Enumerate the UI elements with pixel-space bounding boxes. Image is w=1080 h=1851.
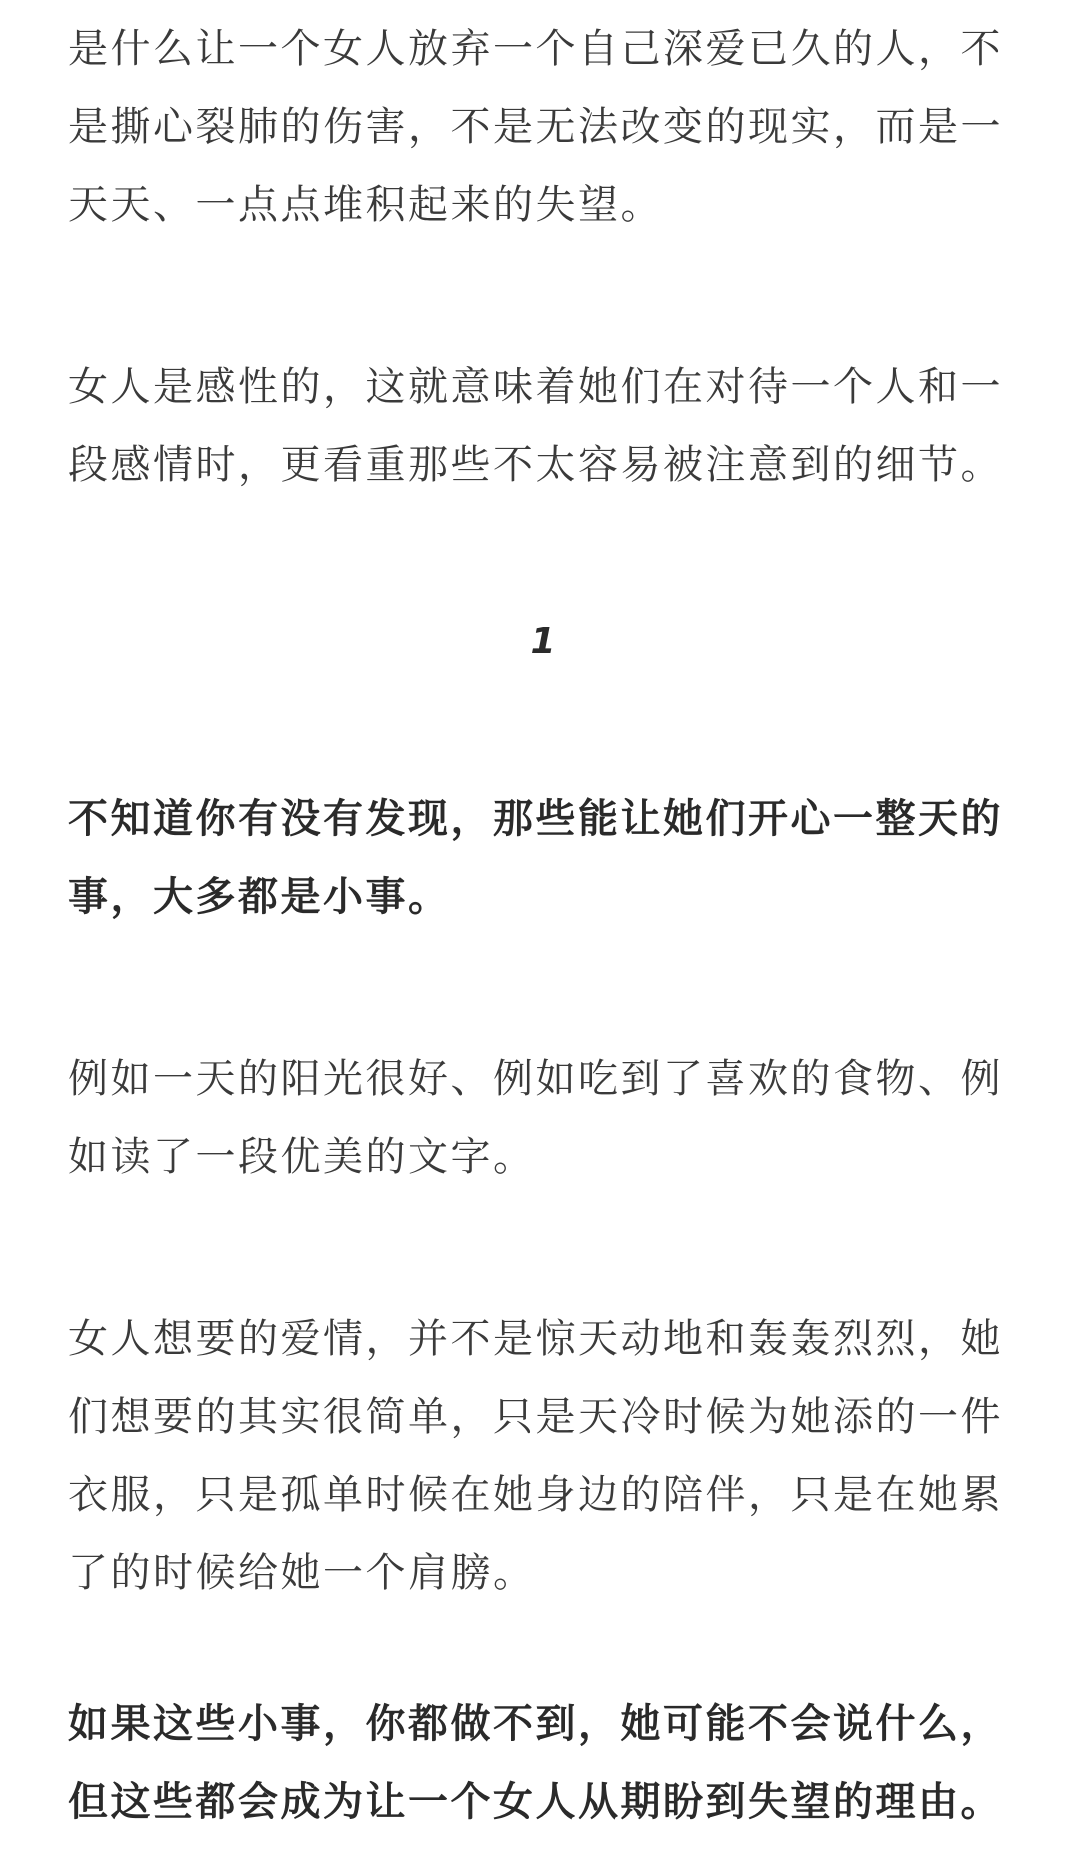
- paragraph-intro: [68, 10, 1003, 244]
- text-line: 如果这些小事，你都做不到，她可能不会说什么，: [68, 1701, 1003, 1747]
- text-line: 是什么让一个女人放弃一个自己深爱已久的人，不: [68, 26, 1003, 72]
- paragraph-emotional: [68, 348, 1003, 504]
- paragraph-highlight-small-things: [68, 780, 1003, 936]
- text-line: 们想要的其实很简单，只是天冷时候为她添的一件: [68, 1394, 1003, 1440]
- text-line: 事，大多都是小事。: [68, 874, 451, 920]
- text-line: 不知道你有没有发现，那些能让她们开心一整天的: [68, 796, 1003, 842]
- section-number: 1: [530, 621, 556, 662]
- text-line: 女人是感性的，这就意味着她们在对待一个人和一: [68, 364, 1003, 410]
- text-line: 例如一天的阳光很好、例如吃到了喜欢的食物、例: [68, 1056, 1003, 1102]
- paragraph-simple-love: [68, 1300, 1003, 1612]
- text-line: 女人想要的爱情，并不是惊天动地和轰轰烈烈，她: [68, 1316, 1003, 1362]
- text-line: 了的时候给她一个肩膀。: [68, 1550, 536, 1596]
- text-line: 但这些都会成为让一个女人从期盼到失望的理由。: [68, 1779, 1003, 1825]
- paragraph-examples: [68, 1040, 1003, 1196]
- text-line: 衣服，只是孤单时候在她身边的陪伴，只是在她累: [68, 1472, 1003, 1518]
- text-line: 天天、一点点堆积起来的失望。: [68, 182, 663, 228]
- text-line: 是撕心裂肺的伤害，不是无法改变的现实，而是一: [68, 104, 1003, 150]
- paragraph-highlight-disappointment: [68, 1685, 1003, 1841]
- text-line: 段感情时，更看重那些不太容易被注意到的细节。: [68, 442, 1003, 488]
- text-line: 如读了一段优美的文字。: [68, 1134, 536, 1180]
